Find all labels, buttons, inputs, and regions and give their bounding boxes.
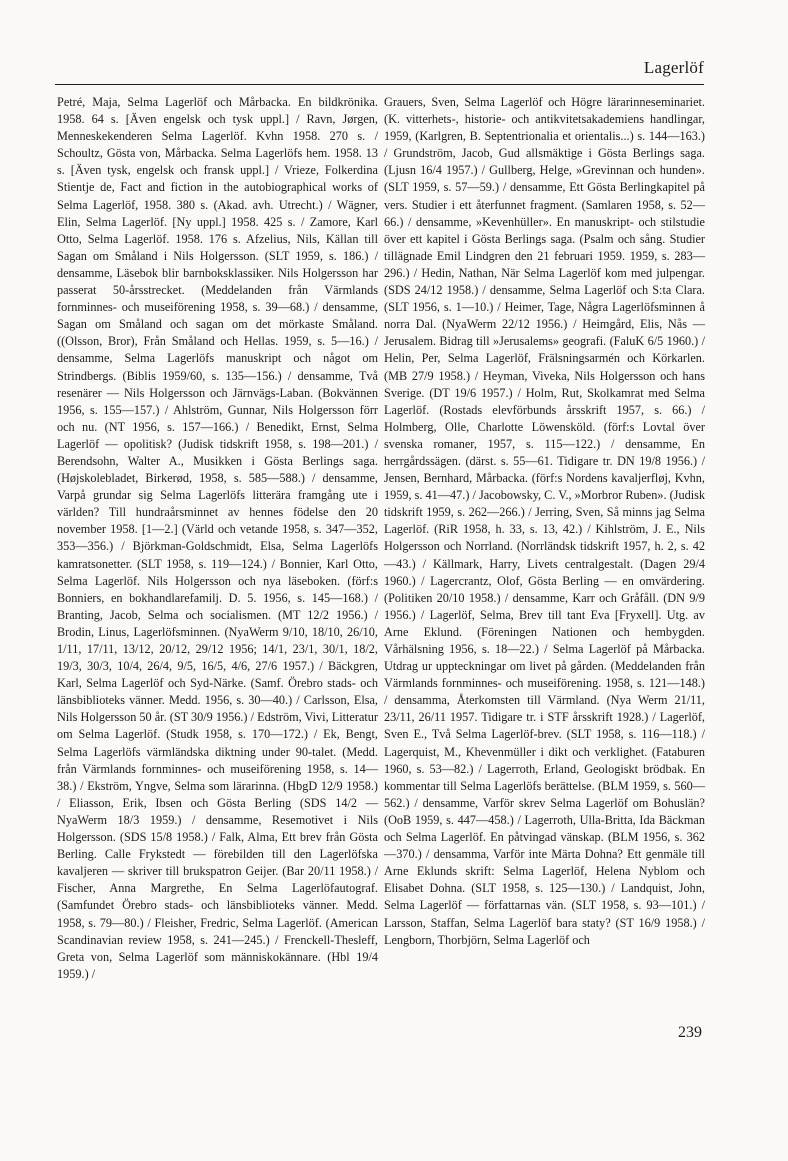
header-rule — [55, 84, 704, 85]
bibliography-text-left: Petré, Maja, Selma Lagerlöf och Mårbacka. En bildkrönika. 1958. 64 s. [Även engelsk och tysk uppl.] / Ravn, Jørgen, Menneskekenderen Selma Lagerlöf. Kvhn 1958. 270 s. / Schoultz, Gösta von, Mårbacka. Selma Lagerlöfs hem. 1958. 13 s. [Även tysk, engelsk och fransk uppl.] / Vrieze, Folkerdina Stientje de, Fact and fiction in the autobiographical works of Selma Lagerlöf, 1958. 380 s. (Akad. avh. Utrecht.) / Wägner, Elin, Selma Lagerlöf. [Ny uppl.] 1958. 425 s. / Zamore, Karl Otto, Selma Lagerlöf. 1958. 176 s. Afzelius, Nils, Källan till Sagan om Småland i Nils Holgersson. (SLT 1959, s. 186.) / densamme, Läsebok blir barnboksklassiker. Nils Holgersson har passerat 50-årsstrecket. (Meddelanden från Värmlands fornminnes- och museiförening 1958, s. 39—68.) / densamme, Sagan om Småland och sagan om det mörkaste Småland. ((Olsson, Bror), Från Småland och Hellas. 1959, s. 5—16.) / densamme, Selma Lagerlöfs manuskript och något om Strindbergs. (Biblis 1959/60, s. 135—156.) / densamme, Två resenärer — Nils Holgersson och Järnvägs-Laban. (Bokvännen 1956, s. 155—157.) / Ahlström, Gunnar, Nils Holgersson förr och nu. (NT 1956, s. 157—166.) / Benedikt, Ernst, Selma Lagerlöf — opolitisk? (Judisk tidskrift 1958, s. 198—201.) / Berendsohn, Walter A., Musikken i Gösta Berlings saga. (Højskolebladet, Birkerød, 1958, s. 585—588.) / densamme, Varpå grundar sig Selma Lagerlöfs litterära framgång ute i världen? Till hundraårsminnet av hennes födelse den 20 november 1958. [1—2.] (Värld och vetande 1958, s. 347—352, 353—356.) / Björkman-Goldschmidt, Elsa, Selma Lagerlöfs kamratsonetter. (SLT 1958, s. 119—124.) / Bonnier, Karl Otto, Selma Lagerlöf. Nils Holgersson och nya läseboken. (förf:s Bonniers, en bokhandlarefamilj. D. 5. 1956, s. 145—168.) / Branting, Jacob, Selma och socialismen. (MT 12/2 1956.) / Brodin, Linus, Lagerlöfsminnen. (NyaWerm 9/10, 18/10, 26/10, 1/11, 17/11, 13/12, 20/12, 29/12 1956; 14/1, 23/1, 30/1, 18/2, 19/3, 30/3, 10/4, 26/4, 9/5, 16/5, 4/6, 27/6 1957.) / Bäckgren, Karl, Selma Lagerlöf och Syd-Närke. (Samf. Örebro stads- och länsbiblioteks vänner. Medd. 1956, s. 30—40.) / Carlsson, Elsa, Nils Holgersson 50 år. (ST 30/9 1956.) / Edström, Vivi, Litteratur om Selma Lagerlöf. (Studk 1958, s. 170—172.) / Ek, Bengt, Selma Lagerlöfs värmländska diktning under 90-talet. (Medd. från Värmlands fornminnes- och museiförening 1958, s. 14—38.) / Ekström, Yngve, Selma som lärarinna. (HbgD 12/9 1958.) / Eliasson, Erik, Ibsen och Gösta Berling (SDS 14/2 — NyaWerm 18/3 1959.) / densamme, Resemotivet i Nils Holgersson. (SDS 15/8 1958.) / Falk, Alma, Ett brev från Gösta Berling. Calle Frykstedt — förebilden till den Lagerlöfska kavaljeren — skriver till brukspatron Geijer. (Bar 20/11 1958.) / Fischer, Anna Margrethe, En Selma Lagerlöfautograf. (Samfundet Örebro stads- och länsbiblioteks vänner. Medd. 1958, s. 79—80.) / Fleisher, Fredric, Selma Lagerlöf. (American Scandinavian review 1958, s. 241—245.) / Frenckell-Thesleff, Greta von, Selma Lagerlöf som människokännare. (Hbl 19/4 1959.) / — [57, 95, 378, 981]
right-column — [384, 94, 705, 949]
left-column — [57, 94, 378, 983]
running-head: Lagerlöf — [643, 58, 704, 77]
bibliography-text-right: Grauers, Sven, Selma Lagerlöf och Högre lärarinneseminariet. (K. vitterhets-, historie- och antikvitetsakademiens handlingar, 1959, (Karlgren, B. Septentrionalia et orientalis...) s. 144—163.) / Grundström, Jacob, Gud allsmäktige i Gösta Berlings saga. (Ljusn 16/4 1957.) / Gullberg, Helge, »Grevinnan och hunden». (SLT 1959, s. 57—59.) / densamme, Ett Gösta Berlingkapitel på vers. Studier i ett återfunnet fragment. (Samlaren 1958, s. 52—66.) / densamme, »Kevenhüller». En manuskript- och stilstudie över ett kapitel i Gösta Berlings saga. (Psalm och sång. Studier tillägnade Emil Lindgren den 21 februari 1959. 1959, s. 283—296.) / Hedin, Nathan, När Selma Lagerlöf kom med julpengar. (SDS 24/12 1958.) / densamme, Selma Lagerlöf och S:ta Clara. (SLT 1956, s. 1—10.) / Heimer, Tage, Några Lagerlöfsminnen å norra Dal. (NyaWerm 22/12 1956.) / Heimgård, Elis, Nås — Jerusalem. Bidrag till »Jerusalems» geografi. (FaluK 6/5 1960.) / Helin, Per, Selma Lagerlöf, Frälsningsarmén och Körkarlen. (MB 27/9 1958.) / Heyman, Viveka, Nils Holgersson och hans Sverige. (DT 19/6 1957.) / Holm, Rut, Skolkamrat med Selma Lagerlöf. (Rostads elevförbunds årsskrift 1957, s. 66.) / Holmberg, Olle, Charlotte Löwensköld. (förf:s Lovtal över svenska romaner, 1957, s. 115—122.) / densamme, En herrgårdssägen. (därst. s. 55—61. Tidigare tr. DN 19/8 1956.) / Jensen, Bernhard, Mårbacka. (förf:s Nordens kavaljerfløj, Kvhn, 1959, s. 41—47.) / Jacobowsky, C. V., »Morbror Ruben». (Judisk tidskrift 1959, s. 262—266.) / Jerring, Sven, Så minns jag Selma Lagerlöf. (RiR 1958, h. 33, s. 13, 42.) / Kihlström, J. E., Nils Holgersson och Norrland. (Norrländsk tidskrift 1957, h. 2, s. 42—43.) / Källmark, Harry, Livets centralgestalt. (Dagen 29/4 1960.) / Lagercrantz, Olof, Gösta Berling — en omvärdering. (Politiken 20/10 1958.) / densamme, Karr och Gråfåll. (DN 9/9 1956.) / Lagerlöf, Selma, Brev till tant Eva [Fryxell]. Utg. av Arne Eklund. (Föreningen Nationen och hembygden. Vårhälsning 1956, s. 18—22.) / Selma Lagerlöf på Mårbacka. Utdrag ur uppteckningar om livet på gården. (Meddelanden från Värmlands fornminnes- och museiförening. 1958, s. 121—148.) / densamma, Återkomsten till Värmland. (Nya Werm 21/11, 23/11, 26/11 1957. Tidigare tr. i STF årsskrift 1928.) / Lagerlöf, Sven E., Två Selma Lagerlöf-brev. (SLT 1958, s. 116—118.) / Lagerquist, M., Khevenmüller i dikt och verklighet. (Fataburen 1960, s. 53—82.) / Lagerroth, Erland, Geologiskt brödbak. En kommentar till Selma Lagerlöfs berättelse. (BLM 1959, s. 560—562.) / densamme, Varför skrev Selma Lagerlöf om Bohuslän? (OoB 1959, s. 447—458.) / Lagerroth, Ulla-Britta, Ida Bäckman och Selma Lagerlöf. En påtvingad vänskap. (BLM 1956, s. 362—370.) / densamma, Varför inte Märta Dohna? Ett genmäle till Arne Eklunds skrift: Selma Lagerlöf, Helena Nyblom och Elisabet Dohna. (SLT 1958, s. 125—130.) / Landquist, John, Selma Lagerlöf — författarnas vän. (SLT 1958, s. 93—101.) / Larsson, Staffan, Selma Lagerlöf bara staty? (ST 16/9 1958.) / Lengborn, Thorbjörn, Selma Lagerlöf och — [384, 95, 705, 947]
page-number: 239 — [678, 1024, 702, 1041]
